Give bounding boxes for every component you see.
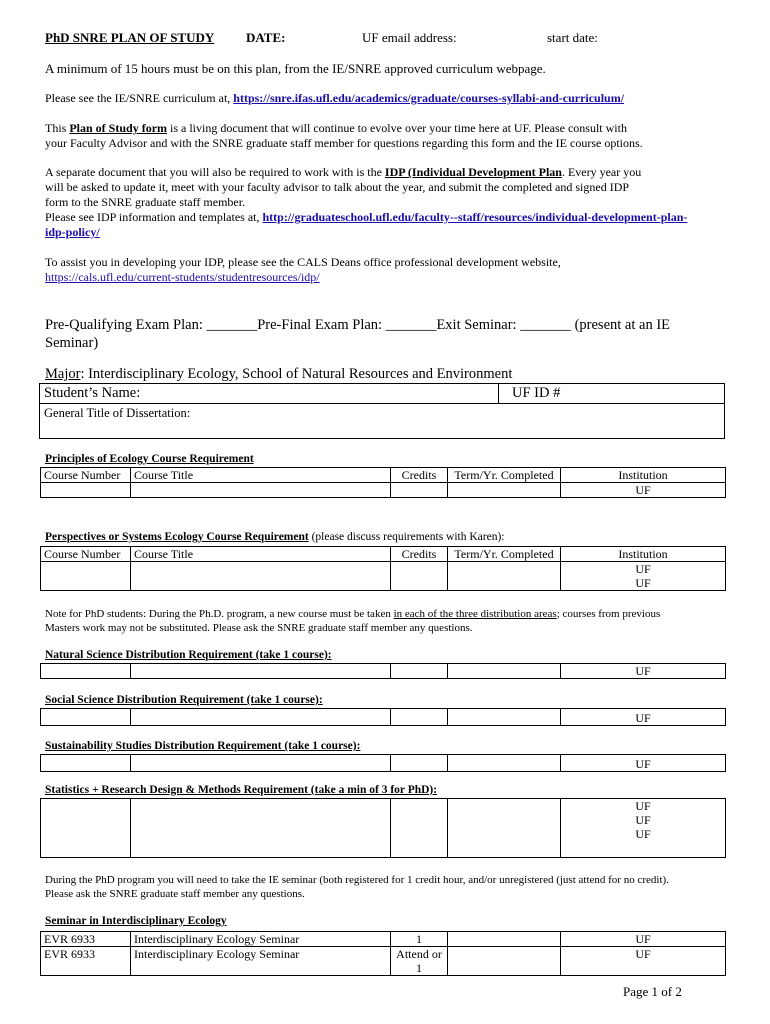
header-course-number: Course Number <box>41 547 131 562</box>
section-statistics: Statistics + Research Design & Methods Requirement (take a min of 3 for PhD): <box>45 784 438 796</box>
uf-value: UF <box>635 576 651 590</box>
statistics-table <box>40 798 726 858</box>
course-number-cell[interactable] <box>41 799 131 858</box>
exam-plan-line2: Seminar) <box>45 335 99 351</box>
seminar-note <box>45 873 730 901</box>
table-row <box>41 755 726 772</box>
course-number-cell[interactable] <box>41 483 131 498</box>
idp-info-link[interactable]: http://graduateschool.ufl.edu/faculty--staff/resources/individual-development-plan- <box>262 210 688 224</box>
header-institution: Institution <box>561 547 726 562</box>
course-number-cell: EVR 6933 <box>41 932 131 947</box>
table-row <box>41 483 726 498</box>
course-title-cell[interactable] <box>131 799 391 858</box>
idp-info-prefix: Please see IDP information and templates at, <box>45 210 263 224</box>
section-perspectives <box>45 531 504 543</box>
credits-cell[interactable] <box>391 755 448 772</box>
curriculum-text <box>45 91 730 106</box>
sustainability-table <box>40 754 726 772</box>
term-cell[interactable] <box>448 932 561 947</box>
header-credits: Credits <box>391 468 448 483</box>
credits-cell[interactable] <box>391 799 448 858</box>
page-number: Page 1 of 2 <box>623 984 682 999</box>
idp-line1-rest: . Every year you <box>561 165 642 179</box>
credits-cell[interactable] <box>391 562 448 591</box>
course-title-cell[interactable] <box>131 755 391 772</box>
header-institution: Institution <box>561 468 726 483</box>
course-title-cell: Interdisciplinary Ecology Seminar <box>131 932 391 947</box>
dissertation-title-label: General Title of Dissertation: <box>44 406 191 420</box>
section-seminar: Seminar in Interdisciplinary Ecology <box>45 915 227 927</box>
institution-cell: UF <box>561 664 726 679</box>
seminar-note-line1: During the PhD program you will need to take the IE seminar (both registered for 1 credit hour, and/or unregistered (just attend for no credit). <box>45 874 669 886</box>
students-name-label: Student’s Name: <box>44 385 141 401</box>
idp-info-link-cont[interactable]: idp-policy/ <box>45 225 100 239</box>
table-row <box>41 947 726 976</box>
perspectives-table <box>40 546 726 591</box>
plan-line2: your Faculty Advisor and with the SNRE graduate staff member for questions regarding this form and the IE course options. <box>45 136 643 150</box>
phd-note-prefix: Note for PhD students: During the Ph.D. program, a new course must be taken <box>45 608 394 620</box>
uf-value: UF <box>635 799 651 813</box>
section-sustainability: Sustainability Studies Distribution Requirement (take 1 course): <box>45 740 361 752</box>
header-term: Term/Yr. Completed <box>448 468 561 483</box>
course-number-cell[interactable] <box>41 664 131 679</box>
course-number-cell[interactable] <box>41 709 131 726</box>
institution-cell: UF <box>561 932 726 947</box>
curriculum-link[interactable]: https://snre.ifas.ufl.edu/academics/graduate/courses-syllabi-and-curriculum/ <box>233 91 625 105</box>
cals-link[interactable]: https://cals.ufl.edu/current-students/studentresources/idp/ <box>45 270 320 284</box>
email-label: UF email address: <box>362 30 457 45</box>
term-cell[interactable] <box>448 664 561 679</box>
social-science-table <box>40 708 726 726</box>
term-cell[interactable] <box>448 947 561 976</box>
date-label: DATE: <box>246 30 286 45</box>
course-title-cell[interactable] <box>131 664 391 679</box>
idp-prefix: A separate document that you will also be required to work with is the <box>45 165 385 179</box>
section-social-science: Social Science Distribution Requirement (take 1 course): <box>45 694 323 706</box>
credits-cell[interactable] <box>391 664 448 679</box>
institution-cell: UF <box>561 947 726 976</box>
term-cell[interactable] <box>448 562 561 591</box>
principles-table <box>40 467 726 498</box>
course-number-cell[interactable] <box>41 755 131 772</box>
table-row <box>41 562 726 591</box>
phd-note-underlined: in each of the three distribution areas <box>393 608 557 620</box>
credits-cell: 1 <box>391 932 448 947</box>
plan-prefix: This <box>45 121 70 135</box>
phd-note-suffix: ; courses from previous <box>556 608 661 620</box>
credits-cell[interactable] <box>391 483 448 498</box>
major-label: Major <box>45 366 81 382</box>
institution-cell: UF <box>561 709 726 726</box>
plan-line1-rest: is a living document that will continue to evolve over your time here at UF. Please consult with <box>167 121 627 135</box>
header-course-title: Course Title <box>131 547 391 562</box>
divider <box>40 403 724 404</box>
institution-cell: UF <box>561 755 726 772</box>
form-title: PhD SNRE PLAN OF STUDY <box>45 30 215 45</box>
idp-line3: form to the SNRE graduate staff member. <box>45 195 246 209</box>
header-course-number: Course Number <box>41 468 131 483</box>
section-natural-science: Natural Science Distribution Requirement (take 1 course): <box>45 649 332 661</box>
exam-plan-line1: Pre-Qualifying Exam Plan: _______Pre-Final Exam Plan: _______Exit Seminar: _______ (present at an IE <box>45 317 671 333</box>
course-title-cell: Interdisciplinary Ecology Seminar <box>131 947 391 976</box>
credits-cell: Attend or 1 <box>391 947 448 976</box>
institution-cell <box>561 799 726 858</box>
table-row <box>41 468 726 483</box>
header-term: Term/Yr. Completed <box>448 547 561 562</box>
section-principles: Principles of Ecology Course Requirement <box>45 453 254 465</box>
table-row <box>41 709 726 726</box>
table-row <box>41 547 726 562</box>
term-cell[interactable] <box>448 709 561 726</box>
phd-note-line2: Masters work may not be substituted. Please ask the SNRE graduate staff member any questions. <box>45 622 473 634</box>
student-info-box <box>39 383 725 439</box>
exam-plan <box>45 316 730 352</box>
cals-line1: To assist you in developing your IDP, please see the CALS Deans office professional development website, <box>45 255 561 269</box>
idp-line2: will be asked to update it, meet with your faculty advisor to talk about the year, and submit the completed and signed IDP <box>45 180 630 194</box>
term-cell[interactable] <box>448 799 561 858</box>
table-row <box>41 932 726 947</box>
curriculum-prefix: Please see the IE/SNRE curriculum at, <box>45 91 234 105</box>
course-number-cell[interactable] <box>41 562 131 591</box>
cals-paragraph <box>45 255 730 285</box>
header-credits: Credits <box>391 547 448 562</box>
major-value: : Interdisciplinary Ecology, School of Natural Resources and Environment <box>80 366 513 382</box>
minimum-hours-text: A minimum of 15 hours must be on this plan, from the IE/SNRE approved curriculum webpage. <box>45 61 546 76</box>
course-title-cell[interactable] <box>131 709 391 726</box>
uf-value: UF <box>635 827 651 841</box>
idp-term: IDP (Individual Development Plan <box>384 165 562 179</box>
perspectives-title: Perspectives or Systems Ecology Course Requirement <box>45 531 309 543</box>
perspectives-note: (please discuss requirements with Karen): <box>308 531 505 543</box>
plan-of-study-term: Plan of Study form <box>69 121 168 135</box>
term-cell[interactable] <box>448 483 561 498</box>
phd-note <box>45 607 730 635</box>
ufid-label: UF ID # <box>512 385 561 401</box>
divider <box>498 384 499 403</box>
plan-paragraph <box>45 121 730 151</box>
course-title-cell[interactable] <box>131 483 391 498</box>
course-title-cell[interactable] <box>131 562 391 591</box>
table-row <box>41 664 726 679</box>
header-course-title: Course Title <box>131 468 391 483</box>
credits-cell[interactable] <box>391 709 448 726</box>
course-number-cell: EVR 6933 <box>41 947 131 976</box>
major-line <box>45 366 512 383</box>
uf-value: UF <box>635 813 651 827</box>
natural-science-table <box>40 663 726 679</box>
idp-paragraph <box>45 165 730 240</box>
uf-value: UF <box>635 562 651 576</box>
seminar-note-line2: Please ask the SNRE graduate staff member any questions. <box>45 888 305 900</box>
start-date-label: start date: <box>547 30 598 45</box>
institution-cell: UF <box>561 483 726 498</box>
table-row <box>41 799 726 858</box>
institution-cell <box>561 562 726 591</box>
term-cell[interactable] <box>448 755 561 772</box>
seminar-table <box>40 931 726 976</box>
